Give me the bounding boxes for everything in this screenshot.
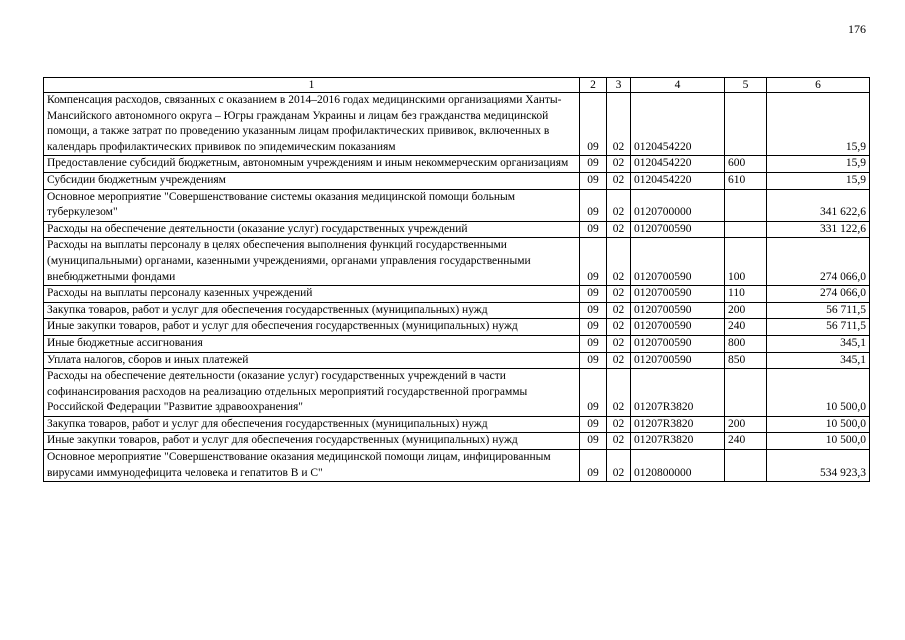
row-name-cell: Расходы на обеспечение деятельности (оказание услуг) государственных учреждений (44, 221, 580, 238)
section-code-cell: 09 (580, 189, 607, 221)
row-name-cell: Основное мероприятие "Совершенствование системы оказания медицинской помощи больным туберкулезом" (44, 189, 580, 221)
target-article-cell: 0120700000 (631, 189, 725, 221)
section-code-cell: 09 (580, 433, 607, 450)
table-row (44, 221, 870, 238)
table-row (44, 416, 870, 433)
page-number: 176 (848, 22, 866, 36)
target-article-cell: 0120700590 (631, 221, 725, 238)
row-name-cell: Иные закупки товаров, работ и услуг для обеспечения государственных (муниципальных) нужд (44, 433, 580, 450)
target-article-cell: 0120800000 (631, 450, 725, 482)
target-article-cell: 0120454220 (631, 93, 725, 156)
target-article-cell: 01207R3820 (631, 369, 725, 417)
subsection-code-cell: 02 (607, 352, 631, 369)
subsection-code-cell: 02 (607, 221, 631, 238)
expense-type-cell: 600 (725, 156, 767, 173)
table-row (44, 189, 870, 221)
expense-type-cell (725, 189, 767, 221)
table-row (44, 369, 870, 417)
header-col-6: 6 (767, 78, 870, 93)
amount-cell: 345,1 (767, 335, 870, 352)
target-article-cell: 01207R3820 (631, 416, 725, 433)
header-col-2: 2 (580, 78, 607, 93)
header-col-1: 1 (44, 78, 580, 93)
expense-type-cell: 850 (725, 352, 767, 369)
expense-type-cell: 800 (725, 335, 767, 352)
table-row (44, 433, 870, 450)
target-article-cell: 0120700590 (631, 286, 725, 303)
subsection-code-cell: 02 (607, 450, 631, 482)
amount-cell: 56 711,5 (767, 302, 870, 319)
amount-cell: 331 122,6 (767, 221, 870, 238)
expense-type-cell: 110 (725, 286, 767, 303)
amount-cell: 274 066,0 (767, 286, 870, 303)
section-code-cell: 09 (580, 416, 607, 433)
table-row (44, 93, 870, 156)
amount-cell: 345,1 (767, 352, 870, 369)
subsection-code-cell: 02 (607, 93, 631, 156)
budget-table (43, 77, 870, 482)
table-header-row (44, 78, 870, 93)
subsection-code-cell: 02 (607, 335, 631, 352)
expense-type-cell: 610 (725, 172, 767, 189)
section-code-cell: 09 (580, 450, 607, 482)
row-name-cell: Закупка товаров, работ и услуг для обеспечения государственных (муниципальных) нужд (44, 416, 580, 433)
expense-type-cell: 200 (725, 416, 767, 433)
section-code-cell: 09 (580, 221, 607, 238)
amount-cell: 274 066,0 (767, 238, 870, 286)
amount-cell: 15,9 (767, 172, 870, 189)
subsection-code-cell: 02 (607, 369, 631, 417)
expense-type-cell: 240 (725, 319, 767, 336)
subsection-code-cell: 02 (607, 433, 631, 450)
table-row (44, 286, 870, 303)
section-code-cell: 09 (580, 302, 607, 319)
subsection-code-cell: 02 (607, 286, 631, 303)
subsection-code-cell: 02 (607, 416, 631, 433)
row-name-cell: Уплата налогов, сборов и иных платежей (44, 352, 580, 369)
row-name-cell: Иные бюджетные ассигнования (44, 335, 580, 352)
amount-cell: 15,9 (767, 156, 870, 173)
table-row (44, 335, 870, 352)
row-name-cell: Субсидии бюджетным учреждениям (44, 172, 580, 189)
target-article-cell: 0120700590 (631, 335, 725, 352)
subsection-code-cell: 02 (607, 319, 631, 336)
row-name-cell: Иные закупки товаров, работ и услуг для обеспечения государственных (муниципальных) нужд (44, 319, 580, 336)
section-code-cell: 09 (580, 238, 607, 286)
expense-type-cell: 200 (725, 302, 767, 319)
row-name-cell: Расходы на обеспечение деятельности (оказание услуг) государственных учреждений в части софинансирования расходов на реализацию отдельных мероприятий государственной программы Российской Федерации "Развитие здравоохранения" (44, 369, 580, 417)
table-row (44, 450, 870, 482)
table-row (44, 302, 870, 319)
subsection-code-cell: 02 (607, 302, 631, 319)
expense-type-cell (725, 450, 767, 482)
table-row (44, 156, 870, 173)
section-code-cell: 09 (580, 172, 607, 189)
row-name-cell: Основное мероприятие "Совершенствование оказания медицинской помощи лицам, инфицированным вирусами иммунодефицита человека и гепатитов В и С" (44, 450, 580, 482)
amount-cell: 10 500,0 (767, 369, 870, 417)
amount-cell: 15,9 (767, 93, 870, 156)
amount-cell: 10 500,0 (767, 416, 870, 433)
amount-cell: 534 923,3 (767, 450, 870, 482)
table-body (44, 78, 870, 482)
amount-cell: 10 500,0 (767, 433, 870, 450)
target-article-cell: 0120454220 (631, 156, 725, 173)
section-code-cell: 09 (580, 352, 607, 369)
target-article-cell: 0120700590 (631, 238, 725, 286)
header-col-3: 3 (607, 78, 631, 93)
section-code-cell: 09 (580, 319, 607, 336)
expense-type-cell: 100 (725, 238, 767, 286)
table-row (44, 352, 870, 369)
expense-type-cell (725, 221, 767, 238)
amount-cell: 341 622,6 (767, 189, 870, 221)
subsection-code-cell: 02 (607, 172, 631, 189)
table-row (44, 238, 870, 286)
table-row (44, 319, 870, 336)
section-code-cell: 09 (580, 156, 607, 173)
row-name-cell: Предоставление субсидий бюджетным, автономным учреждениям и иным некоммерческим организациям (44, 156, 580, 173)
header-col-4: 4 (631, 78, 725, 93)
header-col-5: 5 (725, 78, 767, 93)
section-code-cell: 09 (580, 93, 607, 156)
section-code-cell: 09 (580, 286, 607, 303)
table-row (44, 172, 870, 189)
target-article-cell: 01207R3820 (631, 433, 725, 450)
amount-cell: 56 711,5 (767, 319, 870, 336)
expense-type-cell: 240 (725, 433, 767, 450)
target-article-cell: 0120454220 (631, 172, 725, 189)
subsection-code-cell: 02 (607, 156, 631, 173)
expense-type-cell (725, 369, 767, 417)
section-code-cell: 09 (580, 369, 607, 417)
section-code-cell: 09 (580, 335, 607, 352)
row-name-cell: Закупка товаров, работ и услуг для обеспечения государственных (муниципальных) нужд (44, 302, 580, 319)
target-article-cell: 0120700590 (631, 352, 725, 369)
target-article-cell: 0120700590 (631, 319, 725, 336)
subsection-code-cell: 02 (607, 189, 631, 221)
expense-type-cell (725, 93, 767, 156)
target-article-cell: 0120700590 (631, 302, 725, 319)
subsection-code-cell: 02 (607, 238, 631, 286)
row-name-cell: Расходы на выплаты персоналу в целях обеспечения выполнения функций государственными (муниципальными) органами, казенными учреждениями, органами управления государственными внебюджетными фондами (44, 238, 580, 286)
row-name-cell: Расходы на выплаты персоналу казенных учреждений (44, 286, 580, 303)
row-name-cell: Компенсация расходов, связанных с оказанием в 2014–2016 годах медицинскими организациями Ханты-Мансийского автономного округа – Югры гражданам Украины и лицам без гражданства медицинской помощи, а также затрат по проведению указанным лицам профилактических прививок, включенных в календарь профилактических прививок по эпидемическим показаниям (44, 93, 580, 156)
